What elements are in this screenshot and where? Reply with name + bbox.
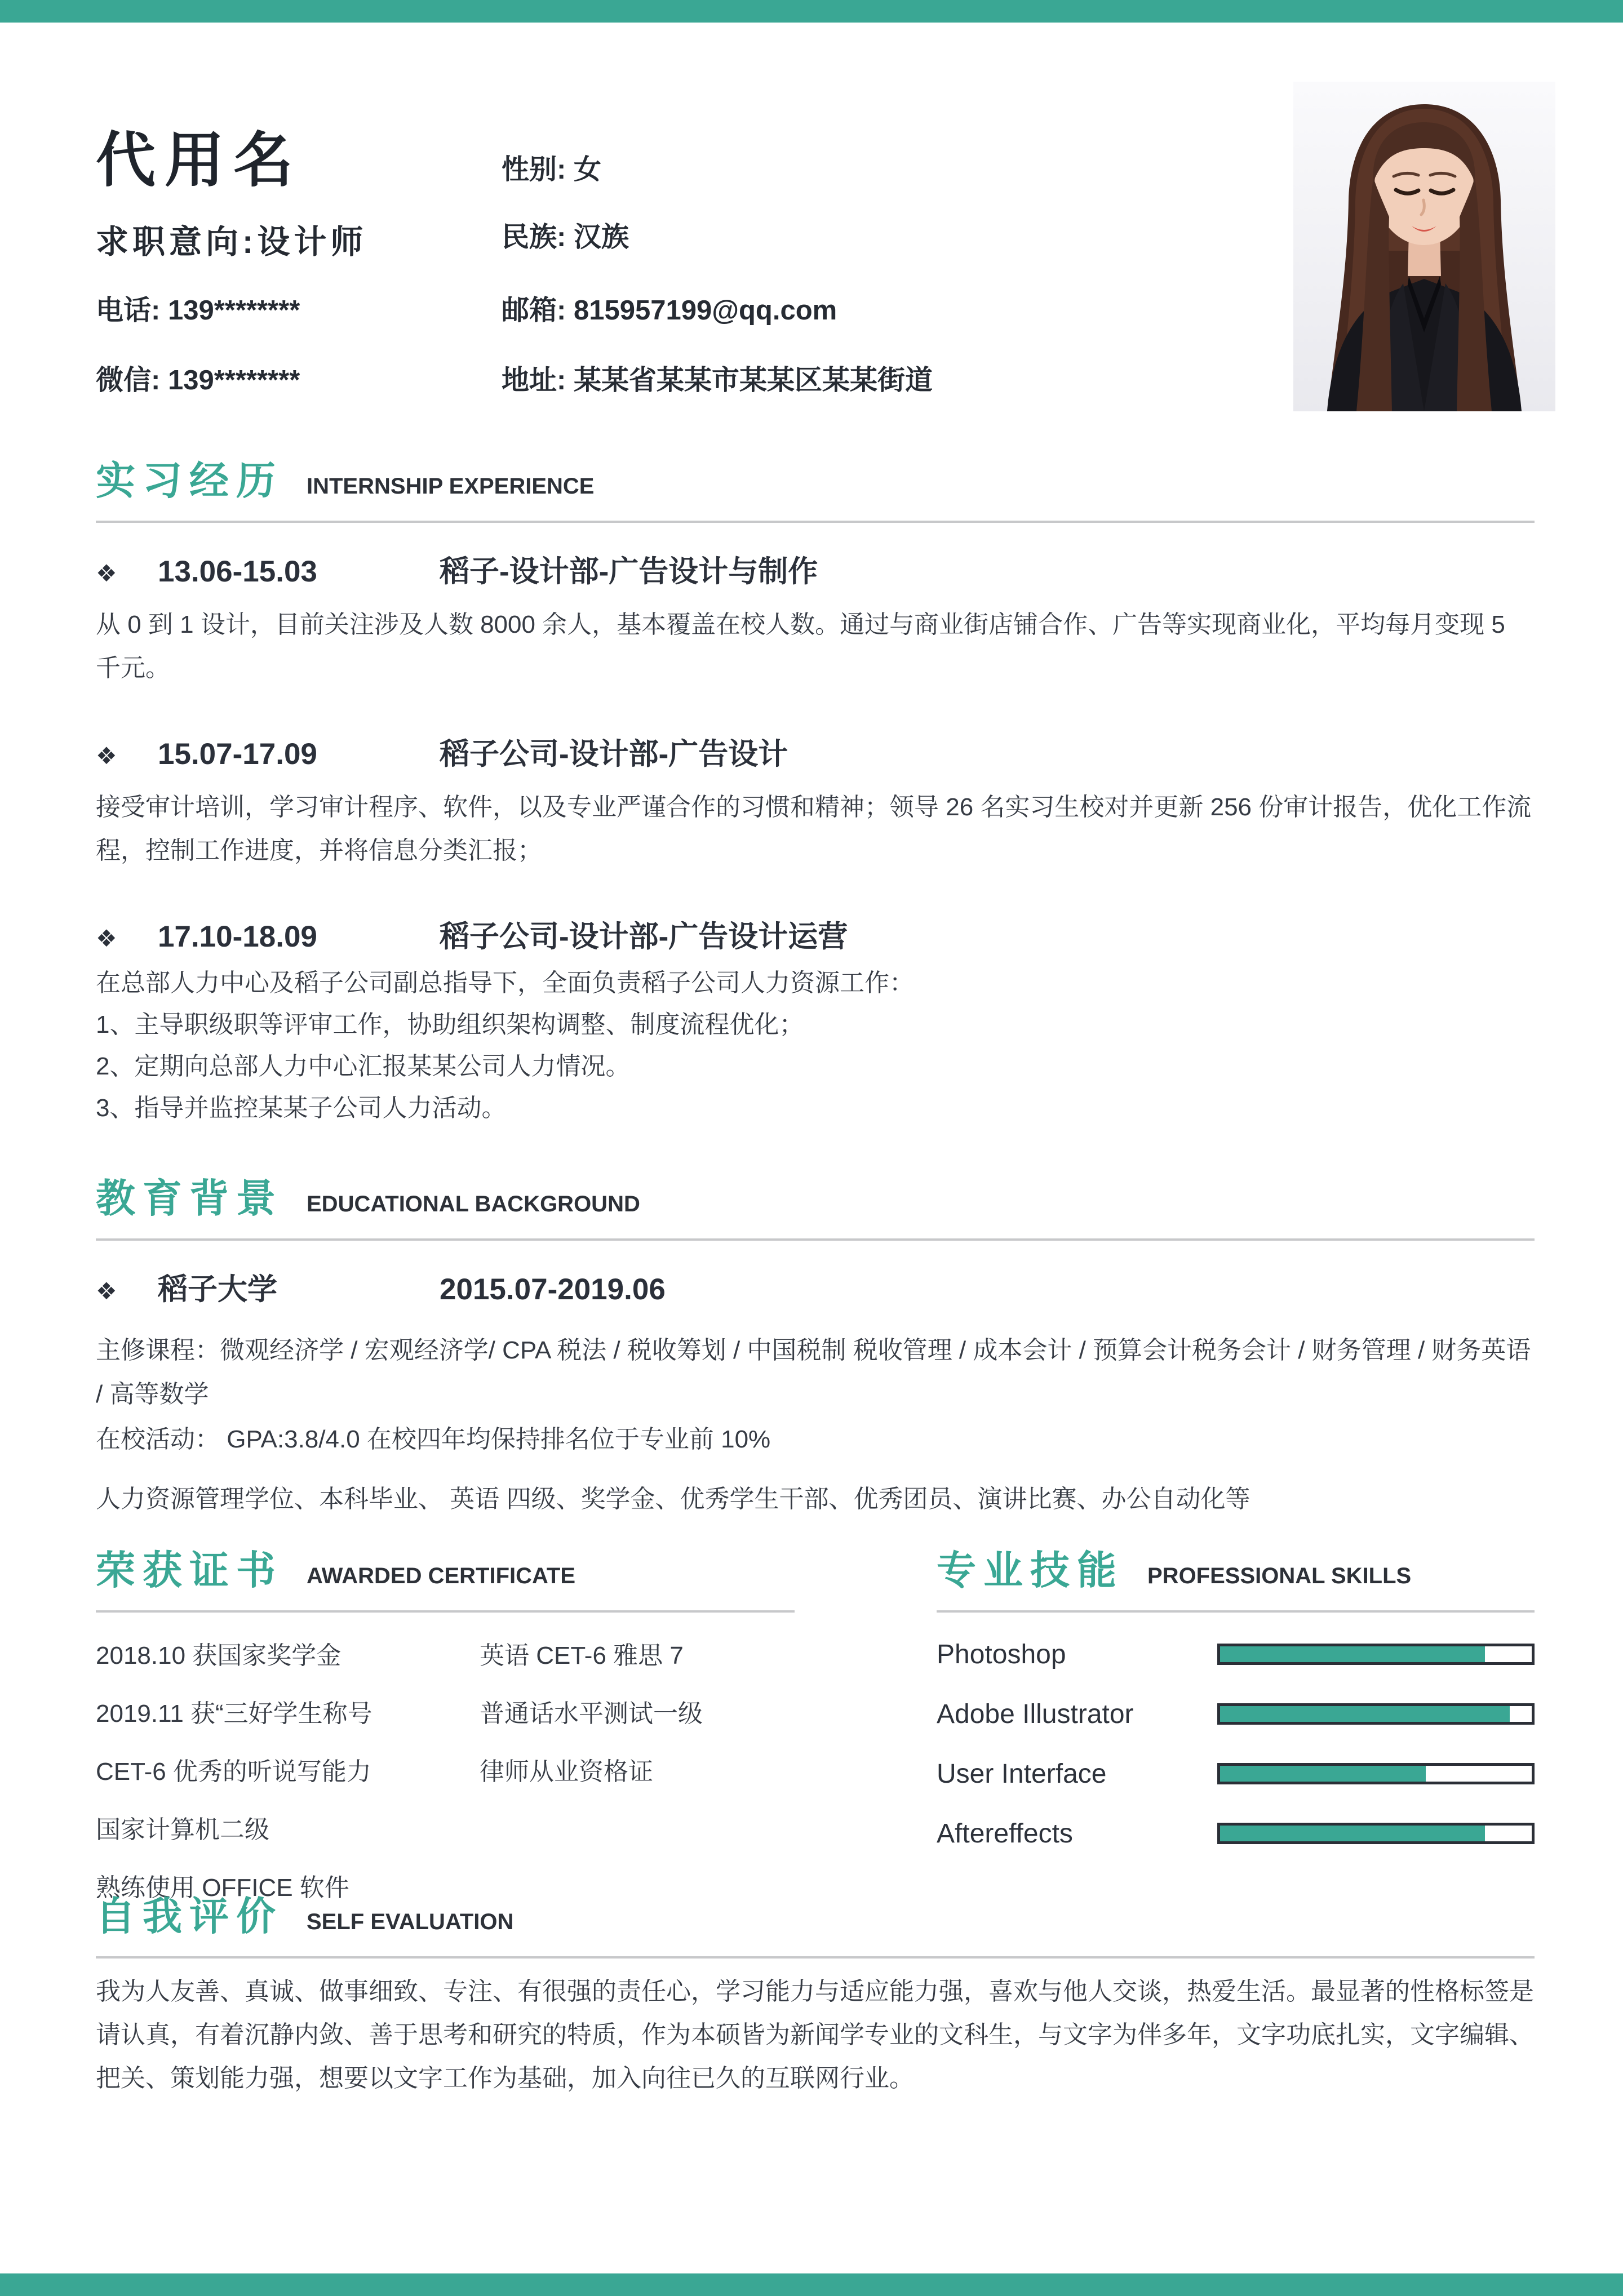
candidate-name: 代用名 [96, 127, 302, 194]
internship-section-title [96, 459, 1535, 503]
entry-line: 3、指导并监控某某子公司人力活动。 [96, 1094, 507, 1122]
certificate-row [96, 1640, 795, 1672]
gender-label: 性别: [502, 154, 566, 185]
certificate-row [96, 1698, 795, 1730]
certificates-section [96, 1548, 795, 1930]
self-evaluation-title-en: SELF EVALUATION [307, 1909, 514, 1934]
entry-description: 接受审计培训，学习审计程序、软件，以及专业严谨合作的习惯和精神；领导 26 名实习生校对并更新 256 份审计报告，优化工作流程，控制工作进度，并将信息分类汇报； [96, 793, 1532, 864]
skill-row [937, 1639, 1535, 1669]
entry-line: 1、主导职级职等评审工作，协助组织架构调整、制度流程优化； [96, 1011, 804, 1038]
diamond-bullet-icon: ❖ [96, 560, 117, 587]
self-evaluation-text: 我为人友善、真诚、做事细致、专注、有很强的责任心，学习能力与适应能力强，喜欢与他人交谈，热爱生活。最显著的性格标签是请认真，有着沉静内敛、善于思考和研究的特质，作为本硕皆为新闻学专业的文科生，与文字为伴多年，文字功底扎实，文字编辑、把关、策划能力强，想要以文字工作为基础，加入向往已久的互联网行业。 [96, 1978, 1534, 2092]
skills-title-cn: 专业技能 [937, 1548, 1124, 1592]
internship-title-en: INTERNSHIP EXPERIENCE [307, 474, 595, 499]
skill-progressbar [1217, 1823, 1535, 1844]
certificate-item: 国家计算机二级 [96, 1816, 269, 1844]
entry-date: 13.06-15.03 [158, 555, 317, 588]
skill-name: Aftereffects [937, 1818, 1073, 1849]
section-divider [96, 1238, 1535, 1241]
entry-description: 从 0 到 1 设计，目前关注涉及人数 8000 余人，基本覆盖在校人数。通过与商业街店铺合作、广告等实现商业化，平均每月变现 5 千元。 [96, 611, 1505, 682]
portrait-photo [1293, 82, 1555, 411]
certificate-item: 2019.11 获“三好学生称号 [96, 1700, 373, 1727]
certificate-item: 熟练使用 OFFICE 软件 [96, 1874, 349, 1902]
address-value: 某某省某某市某某区某某街道 [573, 365, 933, 396]
education-title-en: EDUCATIONAL BACKGROUND [307, 1192, 640, 1216]
entry-line: 在总部人力中心及稻子公司副总指导下，全面负责稻子公司人力资源工作： [96, 969, 914, 997]
bottom-accent-bar [0, 2273, 1623, 2296]
education-title-cn: 教育背景 [96, 1176, 283, 1220]
skill-progressbar [1217, 1763, 1535, 1784]
certificate-item: 普通话水平测试一级 [480, 1700, 703, 1727]
internship-entry-2 [96, 730, 1535, 872]
top-accent-bar [0, 0, 1623, 23]
certificate-item: CET-6 优秀的听说写能力 [96, 1758, 371, 1786]
wechat-value: 139******** [167, 365, 300, 396]
certificate-item: 2018.10 获国家奖学金 [96, 1642, 342, 1669]
skill-row [937, 1758, 1535, 1789]
certificate-row [96, 1814, 795, 1846]
address-label: 地址: [502, 365, 566, 396]
internship-entry-1 [96, 548, 1535, 690]
ethnicity-field [502, 215, 629, 255]
diamond-bullet-icon: ❖ [96, 1278, 117, 1304]
education-courses: 主修课程：微观经济学 / 宏观经济学/ CPA 税法 / 税收筹划 / 中国税制 税收管理 / 成本会计 / 预算会计税务会计 / 财务管理 / 财务英语 / 高等数学 [96, 1336, 1531, 1408]
email-field [502, 288, 837, 328]
internship-entry-3 [96, 913, 1535, 1129]
ethnicity-label: 民族: [502, 222, 566, 252]
email-value: 815957199@qq.com [573, 295, 837, 326]
address-field [502, 358, 933, 398]
entry-title: 稻子公司-设计部-广告设计运营 [440, 920, 848, 953]
certificate-item [480, 1814, 795, 1846]
skill-progressbar [1217, 1644, 1535, 1665]
school-name: 稻子大学 [158, 1273, 277, 1306]
email-label: 邮箱: [502, 295, 566, 326]
certificate-row [96, 1756, 795, 1788]
wechat-field [96, 358, 300, 398]
skill-row [937, 1699, 1535, 1729]
gender-value: 女 [573, 154, 601, 185]
diamond-bullet-icon: ❖ [96, 743, 117, 769]
ethnicity-value: 汉族 [573, 222, 629, 252]
certificates-title-en: AWARDED CERTIFICATE [307, 1564, 576, 1588]
entry-date: 15.07-17.09 [158, 738, 317, 771]
education-entry [96, 1265, 1535, 1308]
skill-progress-fill [1220, 1766, 1426, 1782]
entry-line: 2、定期向总部人力中心汇报某某公司人力情况。 [96, 1052, 631, 1080]
bottom-columns [96, 1548, 1535, 1930]
internship-section [96, 461, 1535, 1129]
self-evaluation-section [96, 1894, 1535, 2100]
education-honors: 人力资源管理学位、本科毕业、 英语 四级、奖学金、优秀学生干部、优秀团员、演讲比赛、办公自动化等 [96, 1485, 1250, 1513]
section-divider [96, 1610, 795, 1613]
section-divider [96, 1956, 1535, 1959]
certificate-item: 律师从业资格证 [480, 1758, 653, 1786]
section-divider [937, 1610, 1535, 1613]
skills-section-title [937, 1548, 1535, 1592]
phone-value: 139******** [167, 295, 300, 326]
skill-progress-fill [1220, 1706, 1510, 1722]
skills-section [937, 1548, 1535, 1930]
education-section [96, 1176, 1535, 1521]
entry-date: 17.10-18.09 [158, 920, 317, 953]
phone-field [96, 288, 300, 328]
section-divider [96, 521, 1535, 523]
skill-name: Photoshop [937, 1639, 1066, 1669]
self-evaluation-title-cn: 自我评价 [96, 1894, 283, 1938]
diamond-bullet-icon: ❖ [96, 925, 117, 952]
gender-field [502, 148, 601, 187]
skill-progressbar [1217, 1703, 1535, 1725]
skill-progress-fill [1220, 1646, 1485, 1662]
wechat-label: 微信: [96, 365, 161, 396]
skill-name: User Interface [937, 1758, 1107, 1789]
education-section-title [96, 1176, 1535, 1220]
job-objective: 求职意向:设计师 [96, 224, 367, 260]
skill-row [937, 1818, 1535, 1849]
certificates-title-cn: 荣获证书 [96, 1548, 283, 1592]
entry-title: 稻子-设计部-广告设计与制作 [440, 555, 818, 588]
internship-title-cn: 实习经历 [96, 459, 283, 503]
education-period: 2015.07-2019.06 [440, 1273, 666, 1306]
skill-name: Adobe Illustrator [937, 1699, 1134, 1729]
self-evaluation-section-title [96, 1894, 1535, 1938]
certificate-item: 英语 CET-6 雅思 7 [480, 1642, 684, 1669]
education-activity: 在校活动： GPA:3.8/4.0 在校四年均保持排名位于专业前 10% [96, 1425, 771, 1453]
skill-progress-fill [1220, 1826, 1485, 1841]
phone-label: 电话: [96, 295, 161, 326]
skills-title-en: PROFESSIONAL SKILLS [1147, 1564, 1412, 1588]
certificates-section-title [96, 1548, 795, 1592]
entry-title: 稻子公司-设计部-广告设计 [440, 738, 788, 771]
